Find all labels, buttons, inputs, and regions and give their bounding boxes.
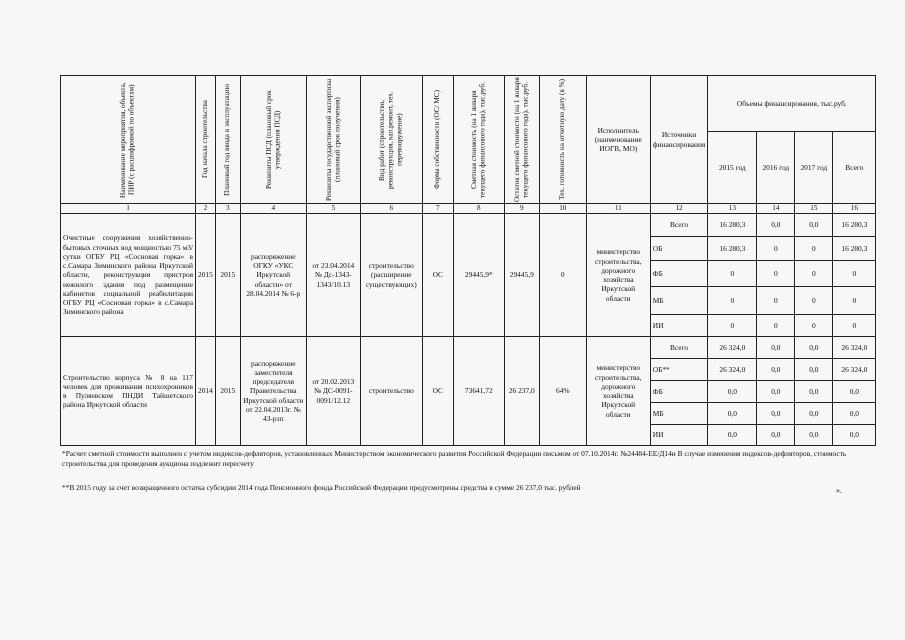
amount-2017: 0: [795, 287, 833, 315]
funding-source: Всего: [650, 337, 708, 359]
amount-total: 0,0: [833, 403, 876, 425]
header-estimate: Сметная стоимость (на 1 января текущего финансового года), тыс.руб.: [453, 76, 504, 204]
col-number: 2: [196, 204, 216, 214]
plan-year: 2015: [215, 337, 240, 446]
col-number: 12: [650, 204, 708, 214]
header-readiness: Тех. готовность на отчетную дату (в %): [539, 76, 586, 204]
ownership: ОС: [422, 214, 453, 337]
expertise-details: от 23.04.2014 № Дс-1343-1343/10.13: [306, 214, 360, 337]
col-number: 3: [215, 204, 240, 214]
amount-2017: 0: [795, 261, 833, 287]
start-year: 2015: [196, 214, 216, 337]
psd-details: распоряжение ОГКУ «УКС Иркутской области» от 28.04.2014 № 6-р: [240, 214, 306, 337]
amount-2015: 26 324,0: [708, 337, 757, 359]
amount-total: 0: [833, 261, 876, 287]
table-row: [61, 337, 876, 359]
col-number: 6: [360, 204, 422, 214]
header-remainder: Остаток сметной стоимости (на 1 января текущего финансового года), тыс.руб.: [504, 76, 539, 204]
expertise-details: от 20.02.2013 № ДС-0091-0091/12.12: [306, 337, 360, 446]
col-number: 1: [61, 204, 196, 214]
col-number: 14: [757, 204, 795, 214]
header-start-year: Год начала строительства: [196, 76, 216, 204]
amount-total: 0,0: [833, 425, 876, 446]
executor: министерство строительства, дорожного хозяйства Иркутской области: [586, 214, 650, 337]
work-type: строительство (расширение существующих): [360, 214, 422, 337]
page-mark: ».: [836, 486, 842, 495]
amount-2016: 0,0: [757, 381, 795, 403]
remaining-cost: 29445,9: [504, 214, 539, 337]
amount-total: 16 280,3: [833, 214, 876, 237]
funding-source: Всего: [650, 214, 708, 237]
table-row: [61, 214, 876, 237]
amount-2015: 16 280,3: [708, 214, 757, 237]
amount-2015: 0: [708, 261, 757, 287]
col-number: 8: [453, 204, 504, 214]
amount-2016: 0,0: [757, 337, 795, 359]
amount-2015: 0,0: [708, 425, 757, 446]
funding-source: МБ: [650, 287, 708, 315]
header-total: Всего: [833, 132, 876, 204]
estimate-cost: 73641,72: [453, 337, 504, 446]
readiness: 64%: [539, 337, 586, 446]
executor: министерство строительства, дорожного хозяйства Иркутской области: [586, 337, 650, 446]
start-year: 2014: [196, 337, 216, 446]
funding-source: ОБ**: [650, 359, 708, 381]
readiness: 0: [539, 214, 586, 337]
object-name: Очистные сооружения хозяйственно-бытовых сточных вод мощностью 75 м3/сутки ОГБУ РЦ «Сосновая горка» в с.Самара Зиминского района Иркутской области, реконструкция пристроя нежилого здания под размещение кабинетов социальной реабилитации ОГБУ РЦ «Сосновая горка» в с.Самара Зиминского района: [61, 214, 196, 337]
col-number: 7: [422, 204, 453, 214]
column-number-row: [61, 204, 876, 214]
estimate-cost: 29445,9*: [453, 214, 504, 337]
footnote-pension-fund: **В 2015 году за счет возвращенного остатка субсидии 2014 года Пенсионного фонда Российской Федерации предусмотрены средства в сумме 26 237,0 тыс. рублей: [62, 483, 581, 492]
header-2016: 2016 год: [757, 132, 795, 204]
amount-2017: 0,0: [795, 425, 833, 446]
amount-total: 26 324,0: [833, 337, 876, 359]
amount-2016: 0,0: [757, 359, 795, 381]
amount-2016: 0: [757, 287, 795, 315]
amount-2016: 0,0: [757, 214, 795, 237]
header-plan-year: Плановый год ввода в эксплуатацию: [215, 76, 240, 204]
investment-program-table: [60, 75, 876, 446]
amount-2016: 0,0: [757, 425, 795, 446]
amount-2015: 0,0: [708, 381, 757, 403]
amount-2015: 0: [708, 315, 757, 337]
col-number: 5: [306, 204, 360, 214]
col-number: 10: [539, 204, 586, 214]
header-2017: 2017 год: [795, 132, 833, 204]
header-psd: Реквизиты ПСД (плановый срок утверждения ПСД): [240, 76, 306, 204]
col-number: 11: [586, 204, 650, 214]
header-work-type: Вид работ (строительство, реконструкция, кап.ремонт, тех. перевооружение): [360, 76, 422, 204]
col-number: 4: [240, 204, 306, 214]
header-name: Наименование мероприятия, объекта, ПИР (с расшифровкой по объектам): [61, 76, 196, 204]
amount-2016: 0: [757, 261, 795, 287]
funding-source: ИИ: [650, 425, 708, 446]
funding-source: ОБ: [650, 237, 708, 261]
plan-year: 2015: [215, 214, 240, 337]
header-ownership: Форма собственности (ОС/ МС): [422, 76, 453, 204]
amount-total: 0: [833, 287, 876, 315]
header-2015: 2015 год: [708, 132, 757, 204]
col-number: 15: [795, 204, 833, 214]
amount-total: 0: [833, 315, 876, 337]
funding-source: ФБ: [650, 381, 708, 403]
amount-2016: 0: [757, 315, 795, 337]
col-number: 16: [833, 204, 876, 214]
amount-2015: 0,0: [708, 403, 757, 425]
funding-source: ФБ: [650, 261, 708, 287]
amount-total: 0,0: [833, 381, 876, 403]
amount-total: 26 324,0: [833, 359, 876, 381]
amount-total: 16 280,3: [833, 237, 876, 261]
amount-2017: 0: [795, 315, 833, 337]
col-number: 9: [504, 204, 539, 214]
header-financing: Объемы финансирования, тыс.руб.: [708, 76, 876, 132]
ownership: ОС: [422, 337, 453, 446]
amount-2015: 0: [708, 287, 757, 315]
header-expertise: Реквизиты государственной экспертизы (плановый срок получения): [306, 76, 360, 204]
amount-2016: 0: [757, 237, 795, 261]
remaining-cost: 26 237,0: [504, 337, 539, 446]
amount-2017: 0,0: [795, 337, 833, 359]
amount-2016: 0,0: [757, 403, 795, 425]
header-sources: Источники финансирования: [650, 76, 708, 204]
psd-details: распоряжение заместителя председателя Правительства Иркутской области от 22.04.2013г. № 43-рзп: [240, 337, 306, 446]
header-executor: Исполнитель (наименование ИОГВ, МО): [586, 76, 650, 204]
amount-2017: 0,0: [795, 403, 833, 425]
funding-source: МБ: [650, 403, 708, 425]
funding-source: ИИ: [650, 315, 708, 337]
amount-2015: 26 324,0: [708, 359, 757, 381]
work-type: строительство: [360, 337, 422, 446]
footnote-deflators: *Расчет сметной стоимости выполнен с учетом индексов-дефляторов, установленных Министерством экономического развития Российской Федерации письмом от 07.10.2014г. №24484-ЕЕ/Д14и В случае изменения индексов-дефляторов, стоимость строительства для проведения аукциона подлежит пересчету: [62, 449, 847, 468]
amount-2015: 16 280,3: [708, 237, 757, 261]
amount-2017: 0,0: [795, 381, 833, 403]
amount-2017: 0: [795, 237, 833, 261]
amount-2017: 0,0: [795, 359, 833, 381]
amount-2017: 0,0: [795, 214, 833, 237]
col-number: 13: [708, 204, 757, 214]
object-name: Строительство корпуса № 8 на 117 человек для проживания психохроников в Пуляевском ПНДИ Тайшетского района Иркутской области: [61, 337, 196, 446]
